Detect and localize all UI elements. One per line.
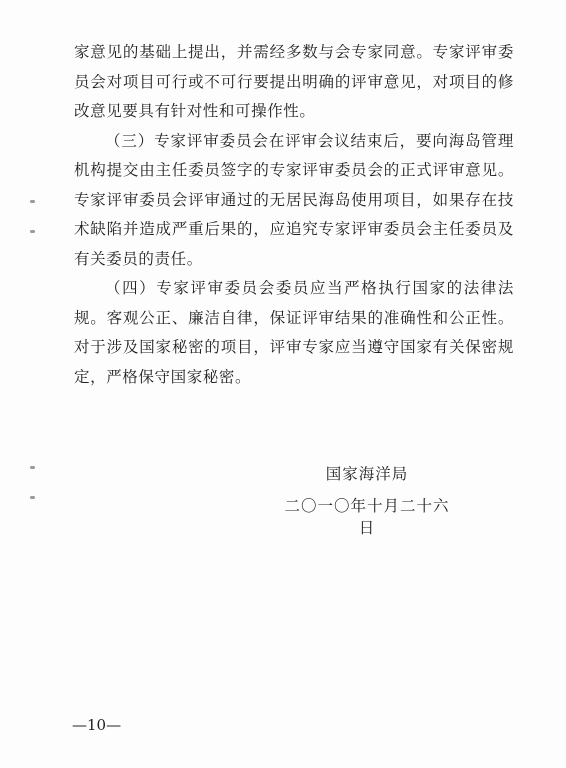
body-text: [74, 38, 514, 392]
signature-organization: 国家海洋局: [325, 465, 409, 483]
binding-hole-mark: [30, 466, 35, 469]
binding-hole-mark: [30, 230, 35, 233]
binding-hole-mark: [30, 496, 35, 499]
paragraph-clause-3: （三）专家评审委员会在评审会议结束后，要向海岛管理机构提交由主任委员签字的专家评审委员会的正式评审意见。专家评审委员会评审通过的无居民海岛使用项目，如果存在技术缺陷并造成严重后果的，应追究专家评审委员会主任委员及有关委员的责任。: [74, 131, 514, 268]
signature-date: 二〇一〇年十月二十六日: [284, 497, 450, 537]
paragraph-clause-4: （四）专家评审委员会委员应当严格执行国家的法律法规。客观公正、廉洁自律，保证评审结果的准确性和公正性。对于涉及国家秘密的项目，评审专家应当遵守国家有关保密规定，严格保守国家秘密。: [74, 279, 514, 386]
paragraph-continuation: 家意见的基础上提出，并需经多数与会专家同意。专家评审委员会对项目可行或不可行要提出明确的评审意见，对项目的修改意见要具有针对性和可操作性。: [74, 43, 514, 120]
page-number: —10—: [72, 716, 122, 734]
binding-hole-mark: [30, 200, 35, 203]
